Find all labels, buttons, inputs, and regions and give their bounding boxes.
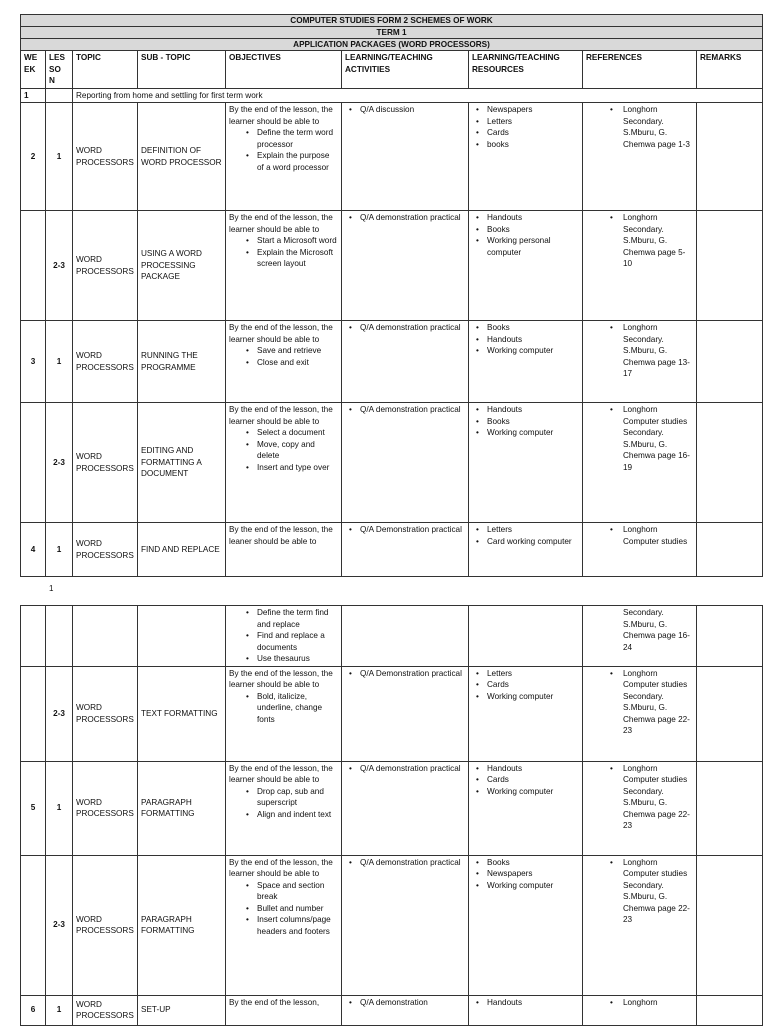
bullet-item: • Longhorn Computer studies Secondary. S.Mburu, G. Chemwa page 22-23 (586, 763, 693, 832)
bullet-item: • books (472, 139, 579, 151)
bullet-item: • Longhorn Computer studies Secondary. S.Mburu, G. Chemwa page 22-23 (586, 668, 693, 737)
bullet-item: • Q/A discussion (345, 104, 465, 116)
objectives-cell (226, 666, 342, 761)
week-cell: 2 (21, 103, 46, 211)
resources-cell (469, 995, 583, 1025)
activities-cell (342, 761, 469, 855)
reporting-week: 1 (21, 88, 46, 103)
page-number: 1 (49, 584, 54, 593)
bullet-item: • Books (472, 416, 579, 428)
activities-cell (342, 855, 469, 995)
objective-intro: By the end of the lesson, (229, 997, 320, 1007)
resources-cell (469, 403, 583, 523)
activities-cell (342, 321, 469, 403)
topic-cell (73, 666, 138, 761)
bullet-item: • Handouts (472, 997, 579, 1009)
resources-cell (469, 321, 583, 403)
subtopic-cell: USING A WORD PROCESSING PACKAGE (138, 211, 226, 321)
column-header-row (21, 51, 763, 89)
bullet-item: • Explain the purpose of a word processor (229, 150, 338, 173)
bullet-item: • Handouts (472, 212, 579, 224)
bullet-item: • Q/A Demonstration practical (345, 668, 465, 680)
subtopic-cell: DEFINITION OF WORD PROCESSOR (138, 103, 226, 211)
remarks-cell (697, 761, 763, 855)
objective-intro: By the end of the lesson, the learner should be able to (229, 323, 333, 344)
subtopic-cell: PARAGRAPH FORMATTING (138, 855, 226, 995)
bullet-item: • Longhorn Computer studies Secondary. S.Mburu, G. Chemwa page 16-19 (586, 404, 693, 473)
objectives-cell (226, 523, 342, 577)
bullet-item: • Define the term find and replace (229, 607, 338, 630)
references-cell (583, 103, 697, 211)
references-cell (583, 666, 697, 761)
bullet-item: • Bold, italicize, underline, change fonts (229, 691, 338, 726)
bullet-item: • Working computer (472, 345, 579, 357)
bullet-item: • Select a document (229, 427, 338, 439)
bullet-item: • Cards (472, 127, 579, 139)
bullet-item: • Close and exit (229, 357, 338, 369)
topic-cell (73, 211, 138, 321)
topic-text: WORD PROCESSORS (76, 797, 134, 818)
bullet-item: • Q/A Demonstration practical (345, 524, 465, 536)
topic-text: WORD PROCESSORS (76, 703, 134, 724)
topic-text: WORD PROCESSORS (76, 914, 134, 935)
bullet-item: • Find and replace a documents (229, 630, 338, 653)
remarks-cell (697, 523, 763, 577)
week-cell (21, 211, 46, 321)
topic-text: WORD PROCESSORS (76, 539, 134, 560)
table-row (21, 403, 763, 523)
activities-cell (342, 523, 469, 577)
activities-cell (342, 211, 469, 321)
table-row (21, 523, 763, 577)
bullet-item: • Letters (472, 116, 579, 128)
topic-text: WORD PROCESSORS (76, 146, 134, 167)
bullet-item: • Q/A demonstration practical (345, 857, 465, 869)
topic-cell (73, 606, 138, 667)
objective-intro: By the end of the lesson, the learner should be able to (229, 213, 333, 234)
bullet-item: • Longhorn (586, 997, 693, 1009)
topic-cell (73, 321, 138, 403)
remarks-cell (697, 321, 763, 403)
remarks-cell (697, 995, 763, 1025)
bullet-item: • Longhorn Secondary. S.Mburu, G. Chemwa page 13-17 (586, 322, 693, 380)
table-row (21, 211, 763, 321)
topic-cell (73, 995, 138, 1025)
references-cell (583, 761, 697, 855)
bullet-item: • Save and retrieve (229, 345, 338, 357)
objectives-cell (226, 403, 342, 523)
table-row (21, 995, 763, 1025)
references-cell (583, 606, 697, 667)
topic-text: WORD PROCESSORS (76, 452, 134, 473)
bullet-item: • Space and section break (229, 880, 338, 903)
remarks-cell (697, 855, 763, 995)
bullet-item: • Define the term word processor (229, 127, 338, 150)
subtopic-cell (138, 606, 226, 667)
bullet-item: • Q/A demonstration practical (345, 763, 465, 775)
bullet-item: • Cards (472, 774, 579, 786)
scheme-table-page-2 (20, 605, 763, 1026)
lesson-cell: 2-3 (46, 403, 73, 523)
objectives-cell (226, 321, 342, 403)
topic-text: WORD PROCESSORS (76, 255, 134, 276)
objective-intro: By the end of the lesson, the learner should be able to (229, 857, 333, 878)
lesson-cell: 2-3 (46, 211, 73, 321)
references-cell (583, 995, 697, 1025)
table-row (21, 606, 763, 667)
week-cell (21, 666, 46, 761)
bullet-item: • Longhorn Computer studies (586, 524, 693, 547)
lesson-cell: 2-3 (46, 855, 73, 995)
bullet-item: • Working computer (472, 786, 579, 798)
bullet-item: • Start a Microsoft word (229, 235, 338, 247)
objectives-cell (226, 855, 342, 995)
remarks-cell (697, 606, 763, 667)
col-lesson: LES SO N (46, 51, 73, 89)
bullet-item: • Use thesaurus (229, 653, 338, 665)
table-row (21, 103, 763, 211)
bullet-item: • Working personal computer (472, 235, 579, 258)
bullet-item: • Handouts (472, 334, 579, 346)
resources-cell (469, 761, 583, 855)
bullet-item: • Card working computer (472, 536, 579, 548)
remarks-cell (697, 103, 763, 211)
bullet-item: • Longhorn Computer studies Secondary. S.Mburu, G. Chemwa page 22-23 (586, 857, 693, 926)
bullet-item: • Books (472, 857, 579, 869)
col-remarks: REMARKS (697, 51, 763, 89)
subtopic-cell: PARAGRAPH FORMATTING (138, 761, 226, 855)
references-cell (583, 403, 697, 523)
lesson-cell: 1 (46, 103, 73, 211)
bullet-item: • Explain the Microsoft screen layout (229, 247, 338, 270)
reporting-row (21, 88, 763, 103)
references-cell (583, 855, 697, 995)
reference-continuation: Secondary. S.Mburu, G. Chemwa page 16-24 (623, 608, 690, 652)
resources-cell (469, 606, 583, 667)
objective-intro: By the end of the lesson, the learner should be able to (229, 763, 333, 784)
week-cell: 3 (21, 321, 46, 403)
week-cell (21, 855, 46, 995)
lesson-cell: 1 (46, 523, 73, 577)
table-row (21, 321, 763, 403)
topic-cell (73, 403, 138, 523)
bullet-item: • Longhorn Secondary. S.Mburu, G. Chemwa page 1-3 (586, 104, 693, 150)
objective-intro: By the end of the lesson, the leaner should be able to (229, 525, 333, 546)
activities-cell (342, 666, 469, 761)
bullet-item: • Insert and type over (229, 462, 338, 474)
bullet-item: • Working computer (472, 691, 579, 703)
topic-text: WORD PROCESSORS (76, 351, 134, 372)
objectives-cell (226, 606, 342, 667)
bullet-item: • Letters (472, 668, 579, 680)
activities-cell (342, 606, 469, 667)
bullet-item: • Q/A demonstration practical (345, 322, 465, 334)
objective-intro: By the end of the lesson, the learner should be able to (229, 405, 333, 426)
topic-cell (73, 103, 138, 211)
subtopic-cell: SET-UP (138, 995, 226, 1025)
week-cell: 5 (21, 761, 46, 855)
table-row (21, 855, 763, 995)
subtopic-cell: FIND AND REPLACE (138, 523, 226, 577)
references-cell (583, 211, 697, 321)
lesson-cell: 1 (46, 995, 73, 1025)
week-cell: 6 (21, 995, 46, 1025)
subtopic-cell: TEXT FORMATTING (138, 666, 226, 761)
objectives-cell (226, 995, 342, 1025)
col-topic: TOPIC (73, 51, 138, 89)
bullet-item: • Insert columns/page headers and footers (229, 914, 338, 937)
col-week: WE EK (21, 51, 46, 89)
bullet-item: • Longhorn Secondary. S.Mburu, G. Chemwa page 5-10 (586, 212, 693, 270)
bullet-item: • Newspapers (472, 104, 579, 116)
bullet-item: • Newspapers (472, 868, 579, 880)
lesson-cell: 1 (46, 761, 73, 855)
bullet-item: • Handouts (472, 404, 579, 416)
col-resources: LEARNING/TEACHING RESOURCES (469, 51, 583, 89)
objective-intro: By the end of the lesson, the learner should be able to (229, 668, 333, 689)
bullet-item: • Q/A demonstration practical (345, 404, 465, 416)
activities-cell (342, 995, 469, 1025)
bullet-item: • Drop cap, sub and superscript (229, 786, 338, 809)
resources-cell (469, 211, 583, 321)
resources-cell (469, 666, 583, 761)
bullet-item: • Letters (472, 524, 579, 536)
topic-text: WORD PROCESSORS (76, 999, 134, 1020)
topic-cell (73, 761, 138, 855)
col-subtopic: SUB - TOPIC (138, 51, 226, 89)
remarks-cell (697, 211, 763, 321)
bullet-item: • Q/A demonstration practical (345, 212, 465, 224)
unit-label: APPLICATION PACKAGES (WORD PROCESSORS) (21, 39, 763, 51)
resources-cell (469, 855, 583, 995)
week-cell (21, 403, 46, 523)
bullet-item: • Books (472, 322, 579, 334)
lesson-cell (46, 606, 73, 667)
objectives-cell (226, 761, 342, 855)
objectives-cell (226, 211, 342, 321)
bullet-item: • Cards (472, 679, 579, 691)
bullet-item: • Working computer (472, 880, 579, 892)
activities-cell (342, 103, 469, 211)
bullet-item: • Books (472, 224, 579, 236)
lesson-cell: 1 (46, 321, 73, 403)
activities-cell (342, 403, 469, 523)
topic-cell (73, 855, 138, 995)
table-row (21, 666, 763, 761)
topic-cell (73, 523, 138, 577)
table-row (21, 761, 763, 855)
document-title: COMPUTER STUDIES FORM 2 SCHEMES OF WORK (21, 15, 763, 27)
bullet-item: • Bullet and number (229, 903, 338, 915)
bullet-item: • Move, copy and delete (229, 439, 338, 462)
bullet-item: • Handouts (472, 763, 579, 775)
term-label: TERM 1 (21, 27, 763, 39)
remarks-cell (697, 666, 763, 761)
remarks-cell (697, 403, 763, 523)
references-cell (583, 523, 697, 577)
reporting-text: Reporting from home and settling for first term work (73, 88, 763, 103)
subtopic-cell: RUNNING THE PROGRAMME (138, 321, 226, 403)
col-objectives: OBJECTIVES (226, 51, 342, 89)
scheme-table-page-1 (20, 14, 763, 577)
col-references: REFERENCES (583, 51, 697, 89)
col-activities: LEARNING/TEACHING ACTIVITIES (342, 51, 469, 89)
bullet-item: • Working computer (472, 427, 579, 439)
resources-cell (469, 103, 583, 211)
week-cell: 4 (21, 523, 46, 577)
objectives-cell (226, 103, 342, 211)
subtopic-cell: EDITING AND FORMATTING A DOCUMENT (138, 403, 226, 523)
lesson-cell: 2-3 (46, 666, 73, 761)
bullet-item: • Align and indent text (229, 809, 338, 821)
objective-intro: By the end of the lesson, the learner should be able to (229, 105, 333, 126)
week-cell (21, 606, 46, 667)
bullet-item: • Q/A demonstration (345, 997, 465, 1009)
references-cell (583, 321, 697, 403)
resources-cell (469, 523, 583, 577)
